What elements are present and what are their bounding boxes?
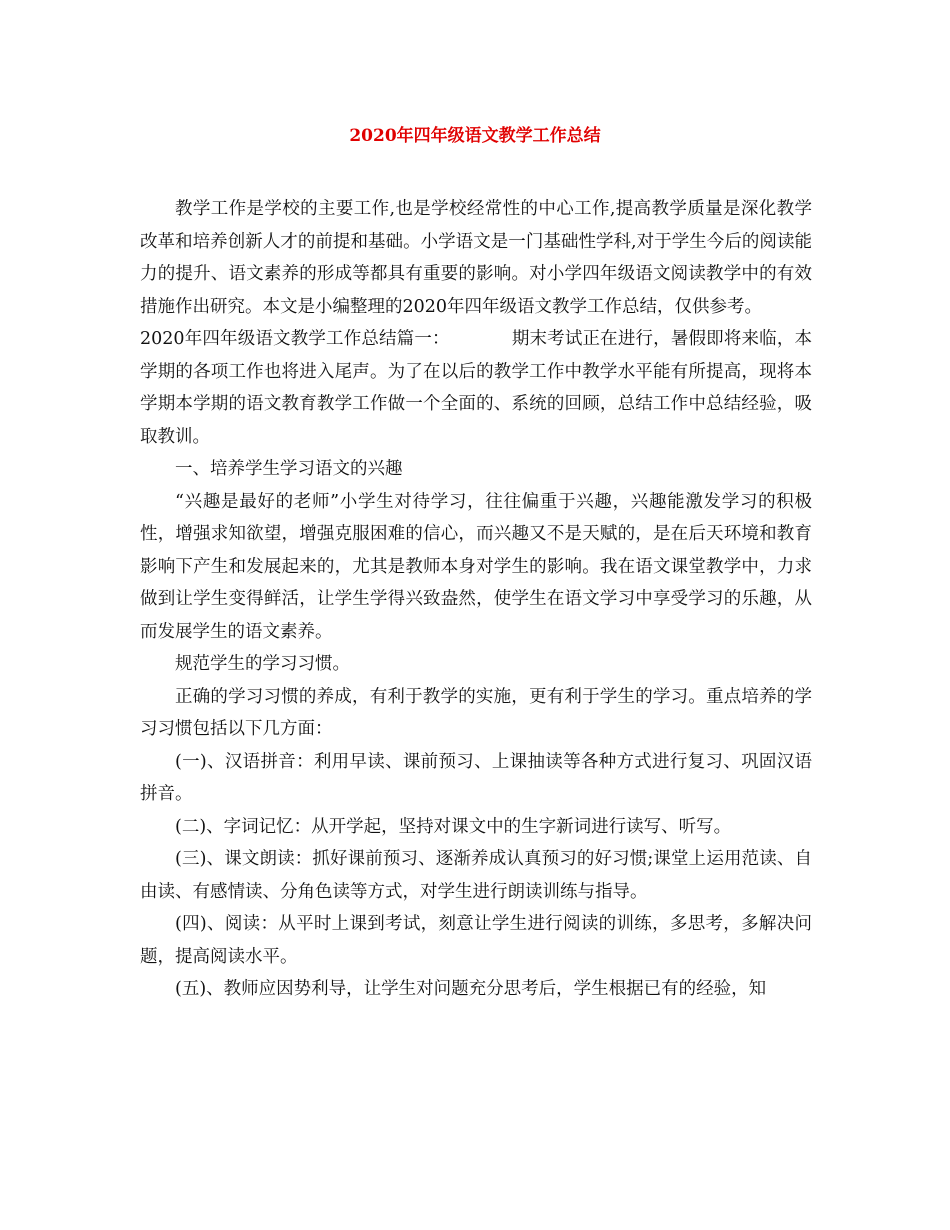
section-heading: 2020年四年级语文教学工作总结篇一： [140,329,450,349]
section-paragraph [140,323,812,453]
list-item-reading: (四)、阅读：从平时上课到考试，刻意让学生进行阅读的训练，多思考，多解决问题，提高阅读水平。 [140,914,812,967]
heading-habits: 规范学生的学习习惯。 [175,654,350,674]
list-item-pinyin: (一)、汉语拼音：利用早读、课前预习、上课抽读等各种方式进行复习、巩固汉语拼音。 [140,751,812,804]
document-body [140,193,812,1006]
heading-interest: 一、培养学生学习语文的兴趣 [175,459,403,479]
list-item-guidance: (五)、教师应因势利导，让学生对问题充分思考后，学生根据已有的经验，知 [175,979,767,999]
intro-paragraph: 教学工作是学校的主要工作,也是学校经常性的中心工作,提高教学质量是深化教学改革和培养创新人才的前提和基础。小学语文是一门基础性学科,对于学生今后的阅读能力的提升、语文素养的形成等都具有重要的影响。对小学四年级语文阅读教学中的有效措施作出研究。本文是小编整理的2020年四年级语文教学工作总结，仅供参考。 [140,199,812,317]
interest-paragraph: “兴趣是最好的老师”小学生对待学习，往往偏重于兴趣，兴趣能激发学习的积极性，增强求知欲望，增强克服困难的信心，而兴趣又不是天赋的，是在后天环境和教育影响下产生和发展起来的，尤其是教师本身对学生的影响。我在语文课堂教学中，力求做到让学生变得鲜活，让学生学得兴致盎然，使学生在语文学习中享受学习的乐趣，从而发展学生的语文素养。 [140,491,812,642]
habits-paragraph: 正确的学习习惯的养成，有利于教学的实施，更有利于学生的学习。重点培养的学习习惯包括以下几方面： [140,686,812,739]
list-item-vocabulary: (二)、字词记忆：从开学起，坚持对课文中的生字新词进行读写、听写。 [175,816,732,837]
list-item-reading-aloud: (三)、课文朗读：抓好课前预习、逐渐养成认真预习的好习惯;课堂上运用范读、自由读、有感情读、分角色读等方式，对学生进行朗读训练与指导。 [140,849,812,902]
section-text: 期末考试正在进行，暑假即将来临，本学期的各项工作也将进入尾声。为了在以后的教学工作中教学水平能有所提高，现将本学期本学期的语文教育教学工作做一个全面的、系统的回顾，总结工作中总结经验，吸取教训。 [140,329,812,447]
document-title: 2020年四年级语文教学工作总结 [349,126,601,146]
